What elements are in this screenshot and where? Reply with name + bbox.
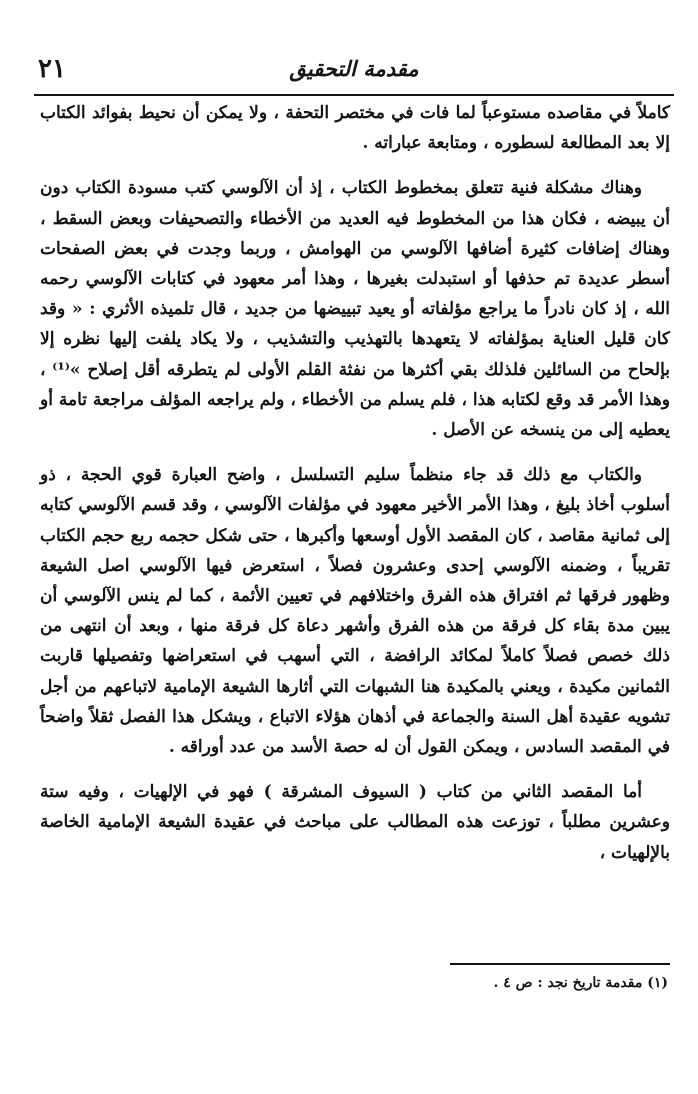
page-number: ٢١: [38, 54, 66, 84]
body-text: [40, 98, 670, 868]
footnote-rule: [450, 963, 670, 965]
paragraph-book-structure: والكتاب مع ذلك قد جاء منظماً سليم التسلسل ، واضح العبارة قوي الحجة ، ذو أسلوب أخاذ بليغ ، وهذا الأمر الأخير معهود في مؤلفات الآلوسي ، وقد قسم الآلوسي كتابه إلى ثمانية مقاصد ، كان المقصد الأول أوسعها وأكبرها ، حتى شكل حجمه ربع حجم الكتاب تقريباً ، وضمنه الآلوسي إحدى وعشرون فصلاً ، استعرض فيها الآلوسي اصل الشيعة وظهور فرقها ثم افتراق هذه الفرق واختلافهم في تعيين الأئمة ، كما لم ينس الآلوسي أن يبين مدة بقاء كل فرقة من هذه الفرق وأشهر دعاة كل فرقة منها ، وبعد أن انتهى من ذلك خصص فصلاً كاملاً لمكائد الرافضة ، التي أسهب في استعراضها وتفصيلها قاربت الثمانين مكيدة ، ويعني بالمكيدة هنا الشبهات التي أثارها الشيعة الإمامية لاتباعهم من أجل تشويه عقيدة أهل السنة والجماعة في أذهان هؤلاء الاتباع ، ويشكل هذا الفصل ثقلاً واضحاً في المقصد السادس ، ويمكن القول أن له حصة الأسد من عدد أوراقه .: [40, 465, 670, 758]
paragraph-continuation: كاملاً في مقاصده مستوعباً لما فات في مختصر التحفة ، ولا يمكن أن نحيط بفوائد الكتاب إلا بعد المطالعة لسطوره ، ومتابعة عباراته .: [40, 103, 670, 154]
header-rule: [34, 94, 674, 96]
paragraph-manuscript-problem: وهناك مشكلة فنية تتعلق بمخطوط الكتاب ، إذ أن الآلوسي كتب مسودة الكتاب دون أن يبيضه ، فكان هذا من المخطوط فيه العديد من الأخطاء والتصحيفات وبعض السقط ، وهناك إضافات كثيرة أضافها الآلوسي من الهوامش ، وربما وجدت في بعض الصفحات أسطر عديدة تم حذفها أو استبدلت بغيرها ، وهذا أمر معهود في كتابات الآلوسي رحمه الله ، إذ كان نادراً ما يراجع مؤلفاته أو يعيد تبييضها من جديد ، قال تلميذه الأثري : « وقد كان قليل العناية بمؤلفاته لا يتعهدها بالتهذيب والتشذيب ، ولا يكاد يلفت إليها نظره إلا بإلحاح من السائلين فلذلك بقي أكثرها من نفثة القلم الأولى لم يتطرقه أقل إصلاح »⁽¹⁾ ، وهذا الأمر قد وقع لكتابه هذا ، فلم يسلم من الأخطاء ، ولم يراجعه المؤلف مراجعة تامة أو يعطيه إلى من ينسخه عن الأصل .: [40, 178, 671, 441]
paragraph-second-section: أما المقصد الثاني من كتاب ( السيوف المشرقة ) فهو في الإلهيات ، وفيه ستة وعشرين مطلباً ، توزعت هذه المطالب على مباحث في عقيدة الشيعة الإمامية الخاصة بالإلهيات ،: [40, 782, 670, 863]
footnote: (١) مقدمة تاريخ نجد : ص ٤ .: [493, 975, 668, 991]
page-header: [34, 48, 674, 96]
running-title: مقدمة التحقيق: [289, 56, 419, 81]
